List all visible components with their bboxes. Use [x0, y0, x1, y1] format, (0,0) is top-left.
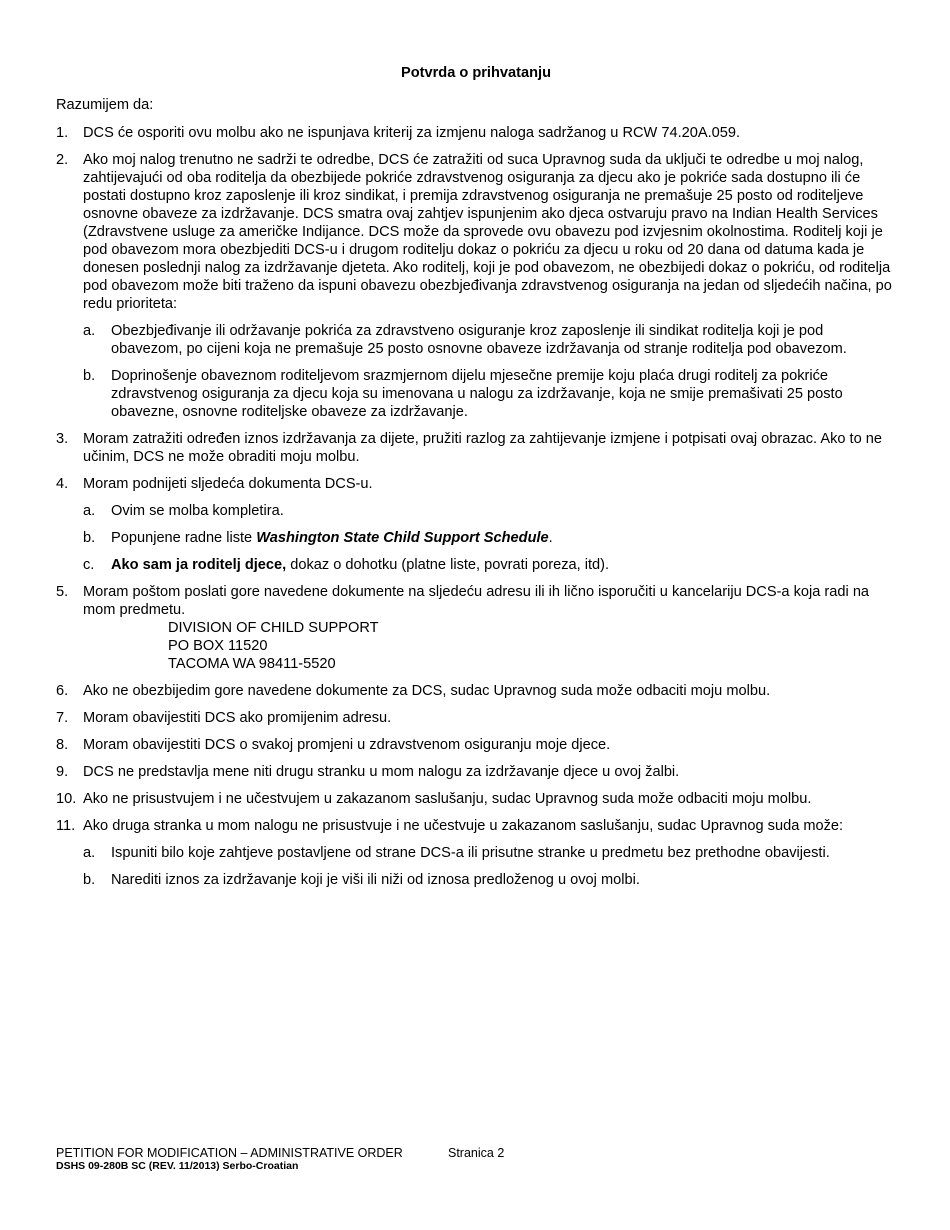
- form-id: DSHS 09-280B SC (REV. 11/2013) Serbo-Croatian: [56, 1160, 299, 1172]
- list-item-3: [56, 430, 896, 466]
- sub-item-4a: [83, 502, 896, 520]
- sub-item-text: Doprinošenje obaveznom roditeljevom srazmjernom dijelu mjesečne premije koju plaća drugi roditelj za pokriće zdravstvenog osiguranja za djecu koja su imenovana u nalogu za izdržavanje, koja ne smije premašivati 25 posto obavezne, osnovne roditeljske obaveze za izdržavanje.: [111, 368, 843, 420]
- item-text: Moram podnijeti sljedeća dokumenta DCS-u.: [83, 476, 373, 492]
- sub-item-text: Popunjene radne liste: [111, 530, 257, 546]
- sub-item-11b: [83, 871, 896, 889]
- item-number: 11.: [56, 818, 76, 834]
- sub-item-2b: [83, 367, 896, 421]
- sub-item-4b: [83, 529, 896, 547]
- sub-item-letter: a.: [83, 323, 96, 339]
- item-number: 3.: [56, 431, 69, 447]
- sub-item-text: Ovim se molba kompletira.: [111, 503, 284, 519]
- sub-item-text: Obezbjeđivanje ili održavanje pokrića za zdravstveno osiguranje kroz zaposlenje ili sindikat roditelja koji je pod obavezom, po cijeni koja ne premašuje 25 posto osnovne obaveze izdržavanja od stranje roditelja pod obavezom.: [111, 323, 847, 357]
- list-item-9: [56, 763, 896, 781]
- item-number: 8.: [56, 737, 69, 753]
- list-item-5: [56, 583, 896, 673]
- item-text: Ako ne obezbijedim gore navedene dokumente za DCS, sudac Upravnog suda može odbaciti moju molbu.: [83, 683, 771, 699]
- list-item-11: [56, 817, 896, 889]
- sub-item-letter: b.: [83, 872, 96, 888]
- sub-item-letter: b.: [83, 530, 96, 546]
- intro-text: Razumijem da:: [56, 97, 154, 113]
- sub-item-letter: b.: [83, 368, 96, 384]
- address-line: PO BOX 11520: [168, 638, 268, 654]
- item-number: 10.: [56, 791, 77, 807]
- sub-item-2a: [83, 322, 896, 358]
- sub-item-text: Ispuniti bilo koje zahtjeve postavljene od strane DCS-a ili prisutne stranke u predmetu bez prethodne obavijesti.: [111, 845, 830, 861]
- item-number: 9.: [56, 764, 69, 780]
- item-text: Moram zatražiti određen iznos izdržavanja za dijete, pružiti razlog za zahtijevanje izmjene i potpisati ovaj obrazac. Ako to ne učinim, DCS ne može obraditi moju molbu.: [83, 431, 883, 465]
- page-title: Potvrda o prihvatanju: [400, 65, 551, 81]
- item-text: Moram obavijestiti DCS o svakoj promjeni u zdravstvenom osiguranju moje djece.: [83, 737, 611, 753]
- item-number: 4.: [56, 476, 69, 492]
- page-number: Stranica 2: [448, 1146, 505, 1160]
- sub-item-4c: [83, 556, 896, 574]
- item-text: Moram obavijestiti DCS ako promijenim adresu.: [83, 710, 392, 726]
- address-line: TACOMA WA 98411-5520: [168, 656, 336, 672]
- sub-item-letter: a.: [83, 503, 96, 519]
- document-page: [56, 64, 896, 898]
- item-number: 7.: [56, 710, 69, 726]
- item-text: Moram poštom poslati gore navedene dokumente na sljedeću adresu ili ih lično isporučiti u kancelariju DCS-a koja radi na mom predmetu.: [83, 584, 870, 618]
- address-line: DIVISION OF CHILD SUPPORT: [168, 620, 379, 636]
- form-title: PETITION FOR MODIFICATION – ADMINISTRATIVE ORDER: [56, 1146, 403, 1160]
- list-item-2: [56, 151, 896, 421]
- item-number: 1.: [56, 125, 69, 141]
- schedule-title: Washington State Child Support Schedule: [256, 530, 549, 546]
- item-text: Ako ne prisustvujem i ne učestvujem u zakazanom saslušanju, sudac Upravnog suda može odbaciti moju molbu.: [83, 791, 812, 807]
- mailing-address: [83, 619, 896, 673]
- list-item-6: [56, 682, 896, 700]
- item-text: DCS ne predstavlja mene niti drugu stranku u mom nalogu za izdržavanje djece u ovoj žalbi.: [83, 764, 680, 780]
- sub-item-11a: [83, 844, 896, 862]
- sub-item-text: Narediti iznos za izdržavanje koji je viši ili niži od iznosa predloženog u ovoj molbi.: [111, 872, 640, 888]
- sub-item-letter: a.: [83, 845, 96, 861]
- item-number: 5.: [56, 584, 69, 600]
- item-number: 2.: [56, 152, 69, 168]
- sub-item-emphasis: Ako sam ja roditelj djece,: [111, 557, 287, 573]
- item-number: 6.: [56, 683, 69, 699]
- sub-item-punct: .: [548, 530, 553, 546]
- list-item-4: [56, 475, 896, 574]
- item-text: DCS će osporiti ovu molbu ako ne ispunjava kriterij za izmjenu naloga sadržanog u RCW 74.20A.059.: [83, 125, 741, 141]
- item-text: Ako moj nalog trenutno ne sadrži te odredbe, DCS će zatražiti od suca Upravnog suda da uključi te odredbe u moj nalog, zahtijevajući od oba roditelja da obezbijede pokriće zdravstvenog osiguranja za djecu ako je pokriće sada dostupno ili će postati dostupno kroz zaposlenje ili kroz sindikat, i premija zdravstvenog osiguranja ne premašuje 25 posto od roditeljeve osnovne obaveze za izdržavanje. DCS smatra ovaj zahtjev ispunjenim ako djeca ostvaruju pravo na Indian Health Services (Zdravstvene usluge za američke Indijance. DCS može da sprovede ovu obavezu pod izvjesnim okolnostima. Roditelj koji je pod obavezom mora obezbjediti DCS-u i drugom roditelju dokaz o pokriću za djecu u roku od 20 dana od datuma kada je donesen poslednji nalog za izdržavanje djeteta. Ako roditelj, koji je pod obavezom, ne obezbijedi dokaz o pokriću, od roditelja pod obavezom može biti traženo da ispuni obavezu obezbjeđivanja zdravstvenog osiguranja na jedan od sljedećih načina, po redu prioriteta:: [83, 152, 892, 312]
- item-text: Ako druga stranka u mom nalogu ne prisustvuje i ne učestvuje u zakazanom saslušanju, sudac Upravnog suda može:: [83, 818, 844, 834]
- sub-item-text: dokaz o dohotku (platne liste, povrati poreza, itd).: [286, 557, 610, 573]
- page-footer: [56, 1146, 504, 1172]
- list-item-8: [56, 736, 896, 754]
- list-item-1: [56, 124, 896, 142]
- list-item-7: [56, 709, 896, 727]
- sub-item-letter: c.: [83, 557, 95, 573]
- list-item-10: [56, 790, 896, 808]
